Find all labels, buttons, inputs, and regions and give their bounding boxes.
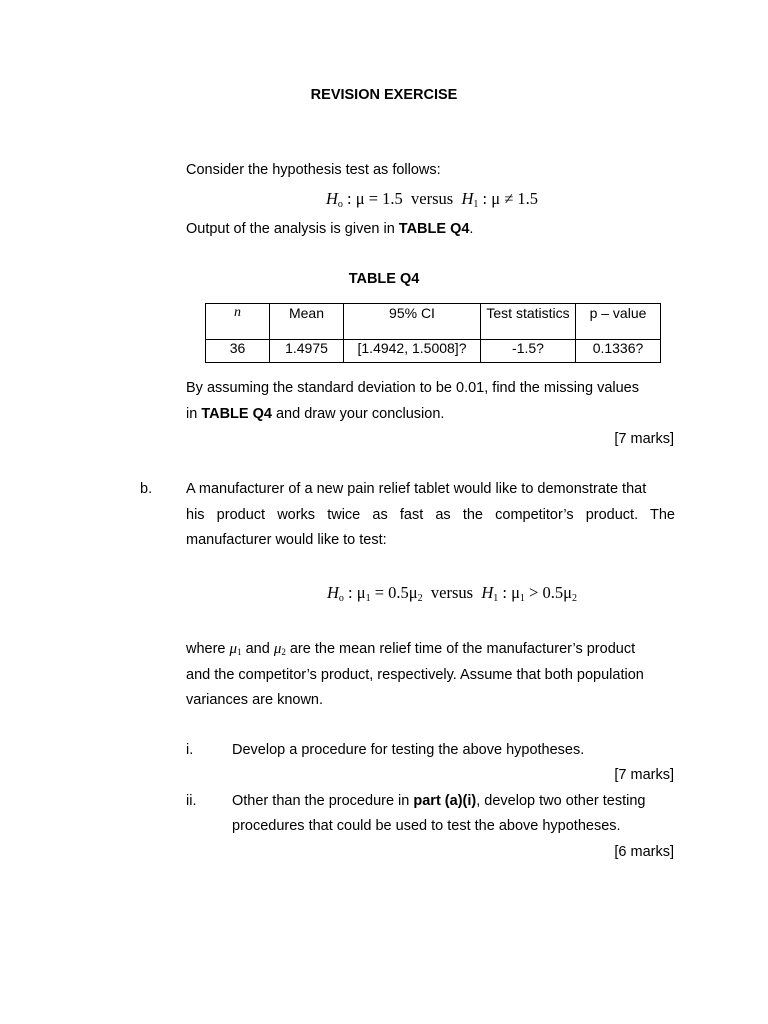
question-b-line2: his product works twice as fast as the competitor’s product. The [186,507,675,523]
cell-p-value: 0.1336? [576,340,661,363]
item-ii-label: ii. [186,793,197,809]
mu1-subscript: 1 [237,647,242,657]
item-i-label: i. [186,742,194,758]
mu2-symbol [274,641,286,657]
where-text: where [186,641,230,657]
item-i-marks: [7 marks] [614,767,674,783]
question-b-line3: manufacturer would like to test: [186,532,387,548]
item-ii-text-start: Other than the procedure in [232,793,414,809]
mu2-letter: μ [273,641,282,657]
h0-subscript-b: o [338,593,344,604]
header-ci: 95% CI [344,304,481,340]
question-a-line1: By assuming the standard deviation to be 0.01, find the missing values [186,380,639,396]
h1-mu2-sub: 2 [571,593,577,604]
h1-subscript: 1 [473,199,479,210]
h0-mu1-sub: 1 [365,593,371,604]
output-table-ref: TABLE Q4 [398,221,470,237]
h1-mu1: : μ [498,583,520,602]
header-p-value: p – value [576,304,661,340]
question-b-line5: and the competitor’s product, respectively. Assume that both population [186,667,644,683]
output-text: Output of the analysis is given in [186,221,399,237]
item-i-text: Develop a procedure for testing the above hypotheses. [232,742,585,758]
item-ii-text-end: , develop two other testing [476,793,646,809]
question-b-line1: A manufacturer of a new pain relief tablet would like to demonstrate that [186,481,647,497]
mu1-symbol [230,641,242,657]
mu1-letter: μ [229,641,238,657]
h0-symbol-b: H [327,583,339,602]
mu2-subscript: 2 [281,647,286,657]
table-row [206,340,661,363]
h1-symbol-b: H [481,583,494,602]
h0-mu1: : μ [343,583,366,602]
output-line [186,221,473,237]
h0-mu2-sub: 2 [417,593,423,604]
cell-ci: [1.4942, 1.5008]? [344,340,481,363]
question-b-label: b. [140,481,153,497]
item-ii-text-line2: procedures that could be used to test the above hypotheses. [232,818,621,834]
question-a-text-end: and draw your conclusion. [271,406,445,422]
item-ii-text [232,793,646,809]
results-table [205,303,661,363]
output-period: . [469,221,474,237]
header-n: n [206,304,270,340]
cell-n: 36 [206,340,270,363]
h1-rest: : μ ≠ 1.5 [478,189,539,208]
cell-mean: 1.4975 [270,340,344,363]
h1-mu1-sub: 1 [519,593,525,604]
table-caption: TABLE Q4 [348,271,420,287]
h1-subscript-b: 1 [493,593,499,604]
versus-text-b: versus [430,583,474,602]
header-test-statistics: Test statistics [481,304,576,340]
hypothesis-equation-2 [327,583,577,604]
item-ii-marks: [6 marks] [614,844,674,860]
intro-line: Consider the hypothesis test as follows: [186,162,441,178]
h1-symbol: H [461,189,474,208]
h0-symbol: H [326,189,338,208]
item-ii-part-ref: part (a)(i) [413,793,477,809]
where-line [186,641,635,658]
table-header-row [206,304,661,340]
question-a-marks: [7 marks] [614,431,674,447]
header-mean: Mean [270,304,344,340]
h0-subscript: o [337,199,343,210]
h0-rest: : μ = 1.5 [342,189,403,208]
cell-test-statistics: -1.5? [481,340,576,363]
page-title: REVISION EXERCISE [310,87,458,103]
and-text: and [241,641,274,657]
question-b-line6: variances are known. [186,692,324,708]
hypothesis-equation-1 [326,189,538,210]
h0-mu2: = 0.5μ [370,583,418,602]
h1-mu2: > 0.5μ [524,583,572,602]
question-a-table-ref: TABLE Q4 [201,406,272,422]
versus-text: versus [411,189,454,208]
where-rest: are the mean relief time of the manufacturer’s product [285,641,636,657]
question-a-line2 [186,406,444,422]
question-a-text: in [186,406,202,422]
